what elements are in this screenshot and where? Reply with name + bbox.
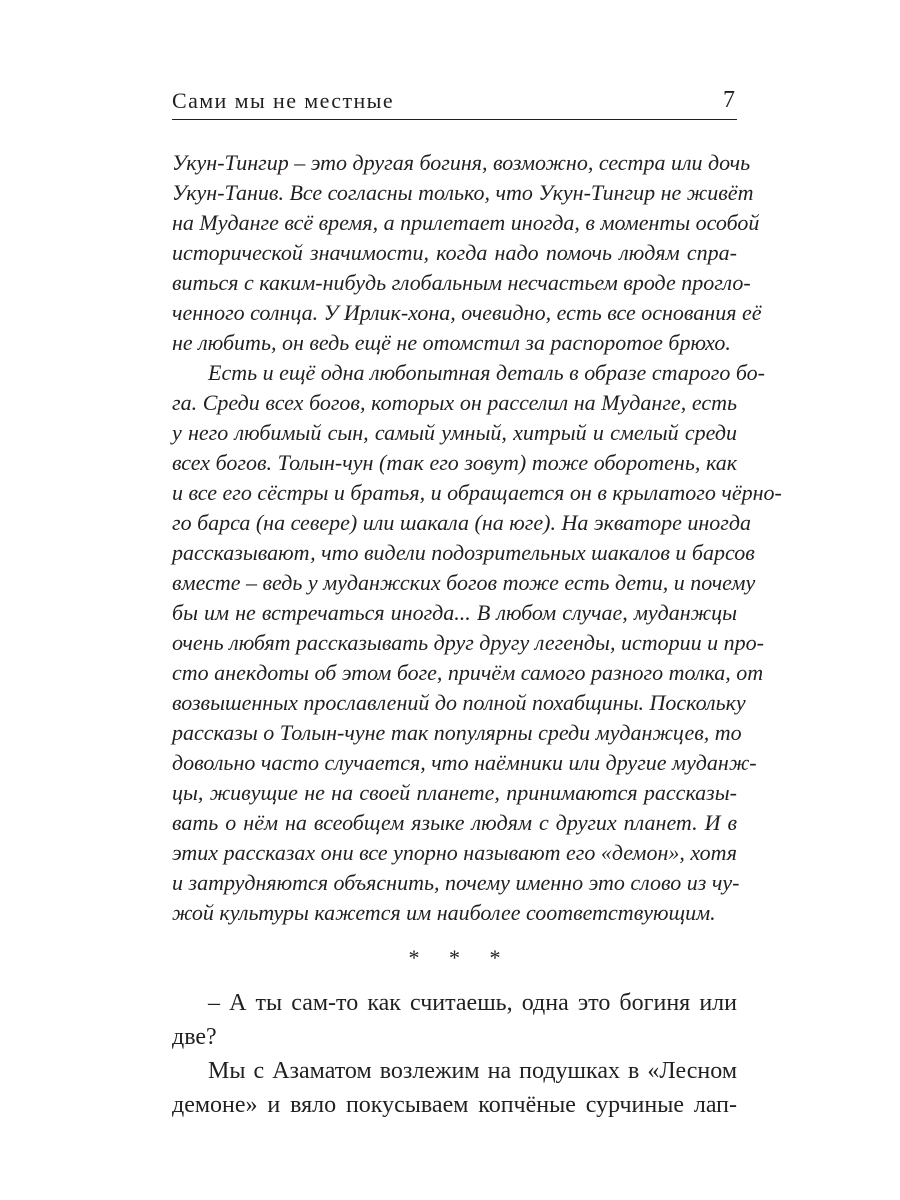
text-line: рассказывают, что видели подозрительных шакалов и барсов	[172, 540, 755, 565]
text-line: не любить, он ведь ещё не отомстил за распоротое брюхо.	[172, 330, 731, 355]
text-line: всех богов. Толын-чун (так его зовут) тоже оборотень, как	[172, 450, 737, 475]
text-line: Мы с Азаматом возлежим на подушках в «Лесном	[208, 1058, 737, 1084]
text-line: две?	[172, 1024, 217, 1050]
text-line: рассказы о Толын-чуне так популярны среди муданжцев, то	[172, 720, 742, 745]
text-line: этих рассказах они все упорно называют его «демон», хотя	[172, 840, 737, 865]
text-line: исторической значимости, когда надо помочь людям спра-	[172, 240, 737, 265]
text-line: бы им не встречаться иногда... В любом случае, муданжцы	[172, 600, 737, 625]
text-line: на Муданге всё время, а прилетает иногда, в моменты особой	[172, 210, 760, 235]
text-line: виться с каким-нибудь глобальным несчастьем вроде прогло-	[172, 270, 751, 295]
text-line: Есть и ещё одна любопытная деталь в образе старого бо-	[208, 360, 765, 385]
text-line: очень любят рассказывать друг другу легенды, истории и про-	[172, 630, 764, 655]
text-line: Укун-Тингир – это другая богиня, возможно, сестра или дочь	[172, 150, 751, 175]
text-line: го барса (на севере) или шакала (на юге). На экваторе иногда	[172, 510, 752, 535]
text-line: и все его сёстры и братья, и обращается он в крылатого чёрно-	[172, 480, 782, 505]
text-line: возвышенных прославлений до полной похабщины. Поскольку	[172, 690, 746, 715]
text-line: вместе – ведь у муданжских богов тоже есть дети, и почему	[172, 570, 756, 595]
text-line: цы, живущие не на своей планете, принимаются рассказы-	[172, 780, 737, 805]
text-line: Укун-Танив. Все согласны только, что Укун-Тингир не живёт	[172, 180, 754, 205]
text-line: жой культуры кажется им наиболее соответствующим.	[172, 900, 716, 925]
section-separator: * * *	[408, 945, 513, 970]
page-number: 7	[723, 87, 735, 113]
text-line: и затрудняются объяснить, почему именно это слово из чу-	[172, 870, 740, 895]
text-line: у него любимый сын, самый умный, хитрый и смелый среди	[172, 420, 737, 445]
text-line: демоне» и вяло покусываем копчёные сурчиные лап-	[172, 1092, 737, 1118]
text-line: вать о нём на всеобщем языке людям с других планет. И в	[172, 810, 737, 835]
text-line: сто анекдоты об этом боге, причём самого разного толка, от	[172, 660, 764, 685]
text-line: ченного солнца. У Ирлик-хона, очевидно, есть все основания её	[172, 300, 762, 325]
text-line: га. Среди всех богов, которых он расселил на Муданге, есть	[172, 390, 737, 415]
running-title: Сами мы не местные	[172, 88, 395, 113]
text-line: довольно часто случается, что наёмники или другие муданж-	[172, 750, 757, 775]
running-header	[172, 85, 737, 120]
text-line: – А ты сам-то как считаешь, одна это богиня или	[208, 990, 737, 1016]
